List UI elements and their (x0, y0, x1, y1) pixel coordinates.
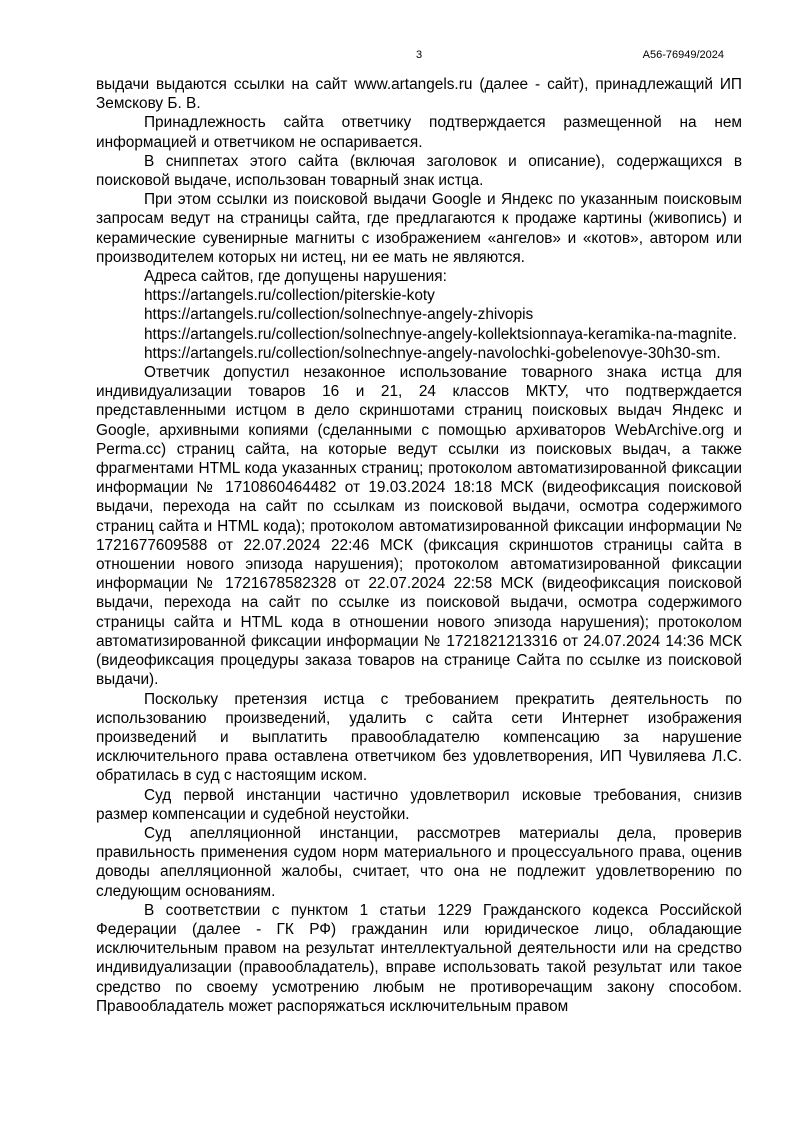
paragraph-search-links: При этом ссылки из поисковой выдачи Google и Яндекс по указанным поисковым запросам ведут на страницы сайта, где предлагаются к продаже картины (живопись) и керамические сувенирные магниты с изображением «ангелов» и «котов», автором или производителем которых ни истец, ни ее мать не являются. (96, 191, 742, 266)
paragraph-site-ownership: Принадлежность сайта ответчику подтверждается размещенной на нем информацией и ответчиком не оспаривается. (96, 114, 742, 151)
violation-url: https://artangels.ru/collection/solnechnye-angely-navolochki-gobelenovye-30h30-sm. (144, 344, 721, 362)
paragraph-legal-basis: В соответствии с пунктом 1 статьи 1229 Гражданского кодекса Российской Федерации (далее - ГК РФ) гражданин или юридическое лицо, обладающие исключительным правом на результат интеллектуальной деятельности или на средство индивидуализации (правообладатель), вправе использовать такой результат или такое средство по своему усмотрению любым не противоречащим закону способом. Правообладатель может распоряжаться исключительным правом (96, 901, 742, 1015)
violation-url: https://artangels.ru/collection/piterskie-koty (144, 287, 435, 305)
paragraph-violation-addresses: Адреса сайтов, где допущены нарушения: (144, 268, 447, 286)
paragraph-first-instance: Суд первой инстанции частично удовлетворил исковые требования, снизив размер компенсации и судебной неустойки. (96, 786, 742, 823)
page-number: 3 (415, 49, 423, 61)
paragraph-evidence: Ответчик допустил незаконное использование товарного знака истца для индивидуализации товаров 16 и 21, 24 классов МКТУ, что подтверждается представленными истцом в дело скриншотами страниц поисковых выдач Яндекс и Google, архивными копиями (сделанными с помощью архиваторов WebArchive.org и Perma.cc) страниц сайта, на которые ведут ссылки из поисковых выдач, а также фрагментами HTML кода указанных страниц; протоколом автоматизированной фиксации информации № 1710860464482 от 19.03.2024 18:18 МСК (видеофиксация поисковой выдачи, перехода на сайт по ссылкам из поисковой выдачи, осмотра содержимого страниц сайта и HTML кода); протоколом автоматизированной фиксации информации № 1721677609588 от 22.07.2024 22:46 МСК (фиксация скриншотов страницы сайта в отношении нового эпизода нарушения); протоколом автоматизированной фиксации информации № 1721678582328 от 22.07.2024 22:58 МСК (видеофиксация поисковой выдачи, перехода на сайт по ссылке из поисковой выдачи, осмотра содержимого страницы сайта и HTML кода в отношении нового эпизода нарушения); протоколом автоматизированной фиксации информации № 1721821213316 от 24.07.2024 14:36 МСК (видеофиксация процедуры заказа товаров на странице Сайта по ссылке из поисковой выдачи). (96, 364, 742, 689)
paragraph-snippets: В сниппетах этого сайта (включая заголовок и описание), содержащихся в поисковой выдаче, использован товарный знак истца. (96, 152, 742, 190)
paragraph-claim: Поскольку претензия истца с требованием прекратить деятельность по использованию произведений, удалить с сайта сети Интернет изображения произведений и выплатить правообладателю компенсацию за нарушение исключительного права оставлена ответчиком без удовлетворения, ИП Чувиляева Л.С. обратилась в суд с настоящим иском. (96, 690, 742, 785)
violation-url: https://artangels.ru/collection/solnechnye-angely-zhivopis (144, 306, 534, 324)
case-number: А56-76949/2024 (642, 49, 724, 61)
paragraph-appeal: Суд апелляционной инстанции, рассмотрев материалы дела, проверив правильность применения судом норм материального и процессуального права, оценив доводы апелляционной жалобы, считает, что она не подлежит удовлетворению по следующим основаниям. (96, 824, 742, 900)
document-body (96, 75, 742, 1016)
paragraph-continuation: выдачи выдаются ссылки на сайт www.artangels.ru (далее - сайт), принадлежащий ИП Земскову Б. В. (96, 76, 742, 113)
violation-url: https://artangels.ru/collection/solnechnye-angely-kollektsionnaya-keramika-na-magnite. (144, 325, 737, 343)
